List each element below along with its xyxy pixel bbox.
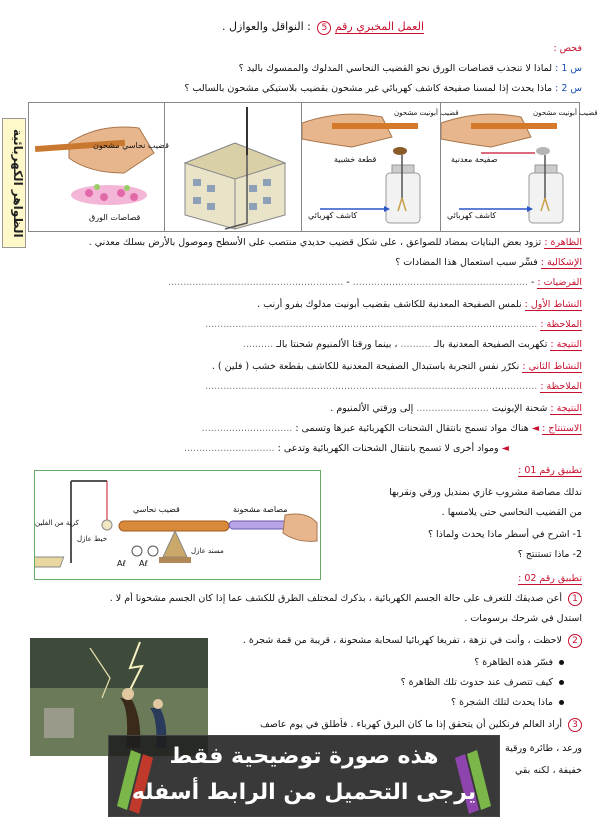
istintaj-a: هناك مواد تسمح بانتقال الشحنات الكهربائية عبرها وتسمى : [295,423,529,434]
app2-p1b: استدل في شرحك برسومات . [464,613,582,624]
q2-text: ماذا يحدث إذا لمسنا صفيحة كاشف كهربائي غير مشحون بقضيب بلاستيكي مشحون بالسالب ؟ [184,83,553,94]
label-paper-pieces: قصاصات الورق [89,213,141,222]
nashat2-line [28,360,582,373]
app1-heading [330,464,582,477]
istintaj-b: ومواد أخرى لا تسمح بانتقال الشحنات الكهربائية وتدعى : [277,443,499,454]
zahira-line [28,236,582,249]
building-illustration [165,103,302,231]
label-ebonite-rod-2: قضيب أبونيت مشحون [394,109,459,117]
furud-line: الفرضيات : - .......................................................... - .......................................................... [168,277,582,288]
app2-b1 [214,656,564,669]
natija2-text: شحنة الإبونيت [491,403,548,414]
label-copper-rod: قضيب نحاسي مشحون [93,141,169,150]
label-electroscope-1: كاشف كهربائي [447,211,497,220]
diagram-al-2: Aℓ [139,559,148,568]
furud-dash-1: - [530,277,535,288]
app2-b3-text: ماذا يحدث لتلك الشجرة ؟ [451,697,553,708]
image-electroscope-metal [440,103,598,231]
app2-p2-text: لاحظت ، وأنت في نزهة ، تفريغا كهربائيا لسحابة مشحونة ، قريبة من قمة شجرة . [242,635,562,646]
natija2-text2: إلى ورقتي الألمنيوم . [330,403,414,414]
app2-b1-text: فسّر هذه الظاهرة ؟ [474,657,553,668]
furud-dash-2: - [346,277,350,288]
ishkal-label: الإشكالية : [540,257,582,268]
label-wood-piece: قطعة خشبية [334,155,377,164]
app2-p2 [214,634,582,648]
natija2-label: النتيجة : [550,403,582,414]
question-2 [28,82,582,95]
app1-l2: من القضيب النحاسي حتى يلامسها . [441,507,582,518]
banner-line-1: هذه صورة توضيحية فقط [169,744,439,769]
mulahaza1-label: الملاحظة : [540,319,582,330]
app2-b3 [214,696,564,709]
istintaj-label: الاستنتاج : [542,423,582,434]
label-metal-plate: صفيحة معدنية [451,155,498,164]
mulahaza2-label: الملاحظة : [540,381,582,392]
experiment-diagram [34,470,321,580]
mulahaza2-line: الملاحظة : .............................................................................................................. [205,381,582,392]
page-title [222,20,424,35]
app2-p3-text: أراد العالم فرنكلين أن يتحقق إذا ما كان البرق كهرباء . فأطلق في يوم عاصف [259,719,562,730]
app1-label: تطبيق رقم 01 : [518,465,582,476]
app2-label: تطبيق رقم 02 : [518,573,582,584]
copper-rod-illustration [29,103,164,231]
app2-p1a [28,592,582,606]
banner-line-2: يرجى التحميل من الرابط أسفله [131,780,477,805]
app2-p1a-text: أعن صديقك للتعرف على حالة الجسم الكهربائية ، بذكرك لمختلف الطرق للكشف عما إذا كان الجسم مشحونا أم لا . [109,593,562,604]
app2-heading [28,572,582,585]
title-number: 5 [317,21,331,35]
image-copper-rod [29,103,169,231]
nashat2-text: نكرّر نفس التجربة باستبدال الصفيحة المعدنية للكاشف بقطعة خشب ( فلين ) . [211,361,520,372]
furud-label: الفرضيات : [537,277,582,288]
label-electroscope-2: كاشف كهربائي [308,211,358,220]
app1-q1: 1- اشرح في أسطر ماذا يحدث ولماذا ؟ [427,529,582,540]
question-1 [28,62,582,75]
nashat1-label: النشاط الأول : [524,299,582,310]
diagram-ball-label: كرية من الفلين [35,519,79,527]
diagram-thread-label: خيط عازل [77,535,108,543]
sidebar-unit-label: الظواهر الكهربائية [2,118,26,248]
natija2-line: النتيجة : شحنة الإبونيت ........................ إلى ورقتي الألمنيوم . [330,403,582,414]
image-electroscope-wood [301,103,459,231]
app2-n1: 1 [568,592,582,606]
diagram-stand-label: مسند عازل [191,547,224,555]
app2-p3b: ورعد ، طائرة ورقية [505,743,582,754]
experiment-images [28,102,598,232]
diagram-al-1: Aℓ [117,559,126,568]
q1-label: س 1 : [555,63,582,74]
app2-n2: 2 [568,634,582,648]
mulahaza1-line: الملاحظة : .............................................................................................................. [205,319,582,330]
app2-p3c: خفيفة ، لكنه بقي [514,765,582,776]
natija1-text2: ، بينما ورقتا الألمنيوم شحنتا بالـ [276,339,398,350]
ishkal-line [28,256,582,269]
diagram-rod-label: قضيب نحاسي [133,505,180,514]
istintaj-line-b: ◄ ومواد أخرى لا تسمح بانتقال الشحنات الكهربائية وتدعى : .............................. [183,443,509,454]
q2-label: س 2 : [555,83,582,94]
app2-n3: 3 [568,718,582,732]
app1-q2: 2- ماذا تستنتج ؟ [517,549,582,560]
natija1-text: تكهربت الصفيحة المعدنية بالـ [433,339,548,350]
nashat2-label: النشاط الثاني : [522,361,582,372]
zahira-text: تزود بعض البنايات بمضاد للصواعق ، على شكل قضيب حديدي منتصب على الأسطح وموصول بالأرض بسلك معدني . [88,237,542,248]
diagram-straw-label: مصاصة مشحونة [233,505,288,514]
image-lightning-rod-building [164,103,302,231]
nashat1-line [28,298,582,311]
label-ebonite-rod-1: قضيب أبونيت مشحون [533,109,598,117]
app2-b2-text: كيف تتصرف عند حدوث تلك الظاهرة ؟ [400,677,553,688]
natija1-line: النتيجة : تكهربت الصفيحة المعدنية بالـ .......... ، بينما ورقتا الألمنيوم شحنتا بالـ .......... [242,339,582,350]
watermark-banner [108,735,500,817]
app2-p3 [214,718,582,732]
q1-text: لماذا لا تنجذب قصاصات الورق نحو القضيب النحاسي المدلوك والممسوك باليد ؟ [238,63,553,74]
app1-l1: ندلك مصاصة مشروب غازي بمنديل ورقي ونقربها [389,487,582,498]
title-label: العمل المخبري رقم [334,20,424,33]
natija1-label: النتيجة : [550,339,582,350]
title-subtitle: : النواقل والعوازل . [222,20,311,33]
ishkal-text: فسِّر سبب استعمال هذا المضادات ؟ [395,257,538,268]
zahira-label: الظاهرة : [544,237,582,248]
app2-b2 [214,676,564,689]
fahs-heading: فحص : [553,43,582,54]
istintaj-line-a: الاستنتاج : ◄ هناك مواد تسمح بانتقال الشحنات الكهربائية عبرها وتسمى : .............................. [201,423,582,434]
nashat1-text: نلمس الصفيحة المعدنية للكاشف بقضيب أبونيت مدلوك بفرو أرنب . [257,299,522,310]
